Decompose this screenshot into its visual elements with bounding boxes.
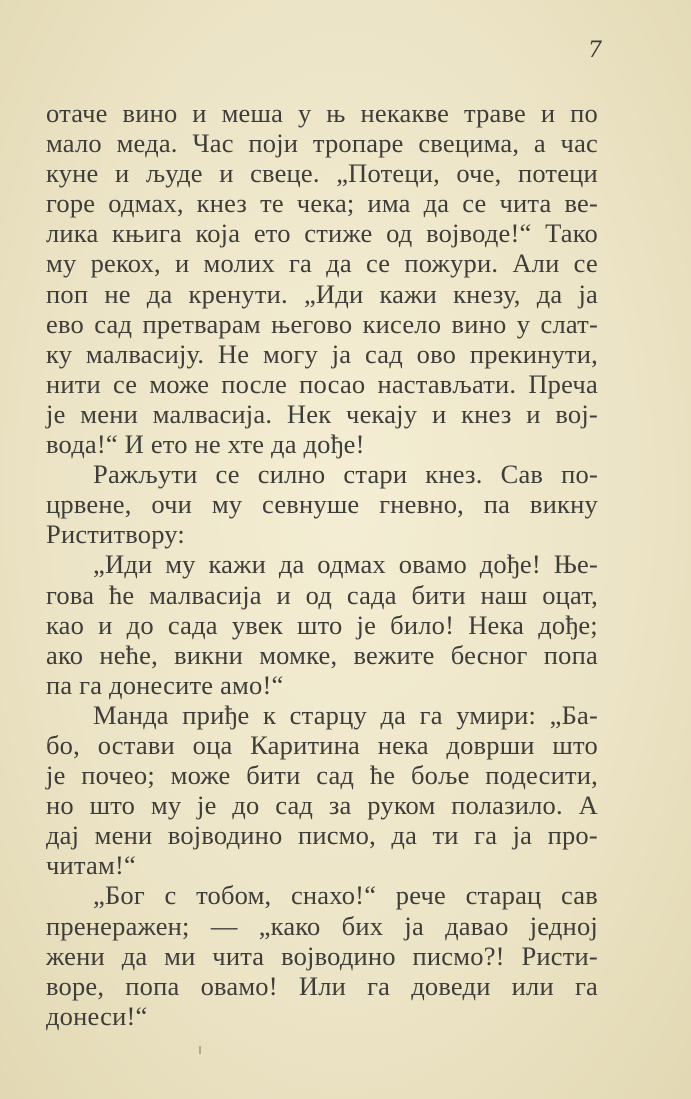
text-line: читам!“: [46, 850, 136, 881]
text-line: као и до сада увек што је било! Нека дође;: [46, 609, 598, 640]
text-line: воре, попа овамо! Или га доведи или га: [46, 970, 598, 1001]
text-line: но што му је до сад за руком полазило. А: [46, 790, 598, 821]
text-line: „Бог с тобом, снахо!“ рече старац сав: [93, 880, 598, 911]
text-line: му рекох, и молих га да се пожури. Али се: [46, 248, 598, 279]
text-line: је мени малвасија. Нек чекају и кнез и вој-: [46, 398, 598, 429]
text-line: Манда приђе к старцу да га умири: „Ба-: [93, 699, 598, 730]
text-line: гова ће малвасија и од сада бити наш оцат,: [46, 579, 598, 610]
text-line: горе одмах, кнез те чека; има да се чита ве-: [46, 188, 598, 219]
text-line: „Иди му кажи да одмах овамо дође! Ње-: [93, 549, 598, 580]
text-line: вода!“ И ето не хте да дође!: [46, 429, 365, 460]
text-line: ако неће, викни момке, вежите бесног попа: [46, 639, 598, 670]
text-line: ку малвасију. Не могу ја сад ово прекинути,: [46, 338, 598, 369]
text-line: отаче вино и меша у њ некакве траве и по: [46, 98, 598, 128]
text-line: поп не да кренути. „Иди кажи кнезу, да ја: [46, 278, 598, 309]
text-line: нити се може после посао настављати. Преча: [46, 368, 598, 399]
text-line: лика књига која ето стиже од војводе!“ Тако: [46, 218, 598, 249]
text-line: куне и људе и свеце. „Потеци, оче, потеци: [46, 158, 598, 189]
text-line: донеси!“: [46, 1000, 148, 1031]
text-line: бо, остави оца Каритина нека доврши што: [46, 729, 598, 760]
text-line: је почео; може бити сад ће боље подесити,: [46, 760, 598, 791]
text-line: жени да ми чита војводино писмо?! Ристи-: [46, 940, 598, 971]
paper-speck: [199, 1046, 201, 1054]
text-line: мало меда. Час поји тропаре свецима, а час: [46, 128, 598, 159]
text-line: пренеражен; — „како бих ја давао једној: [46, 910, 598, 941]
text-line: Риститвору:: [46, 519, 185, 550]
text-line: Ражљути се силно стари кнез. Сав по-: [93, 459, 598, 490]
body-text: [46, 98, 598, 1031]
page-number: 7: [588, 38, 602, 63]
text-line: ево сад претварам његово кисело вино у слат-: [46, 308, 598, 339]
text-line: па га донесите амо!“: [46, 669, 284, 700]
text-line: црвене, очи му севнуше гневно, па викну: [46, 489, 598, 520]
text-line: дај мени војводино писмо, да ти га ја про-: [46, 820, 598, 851]
